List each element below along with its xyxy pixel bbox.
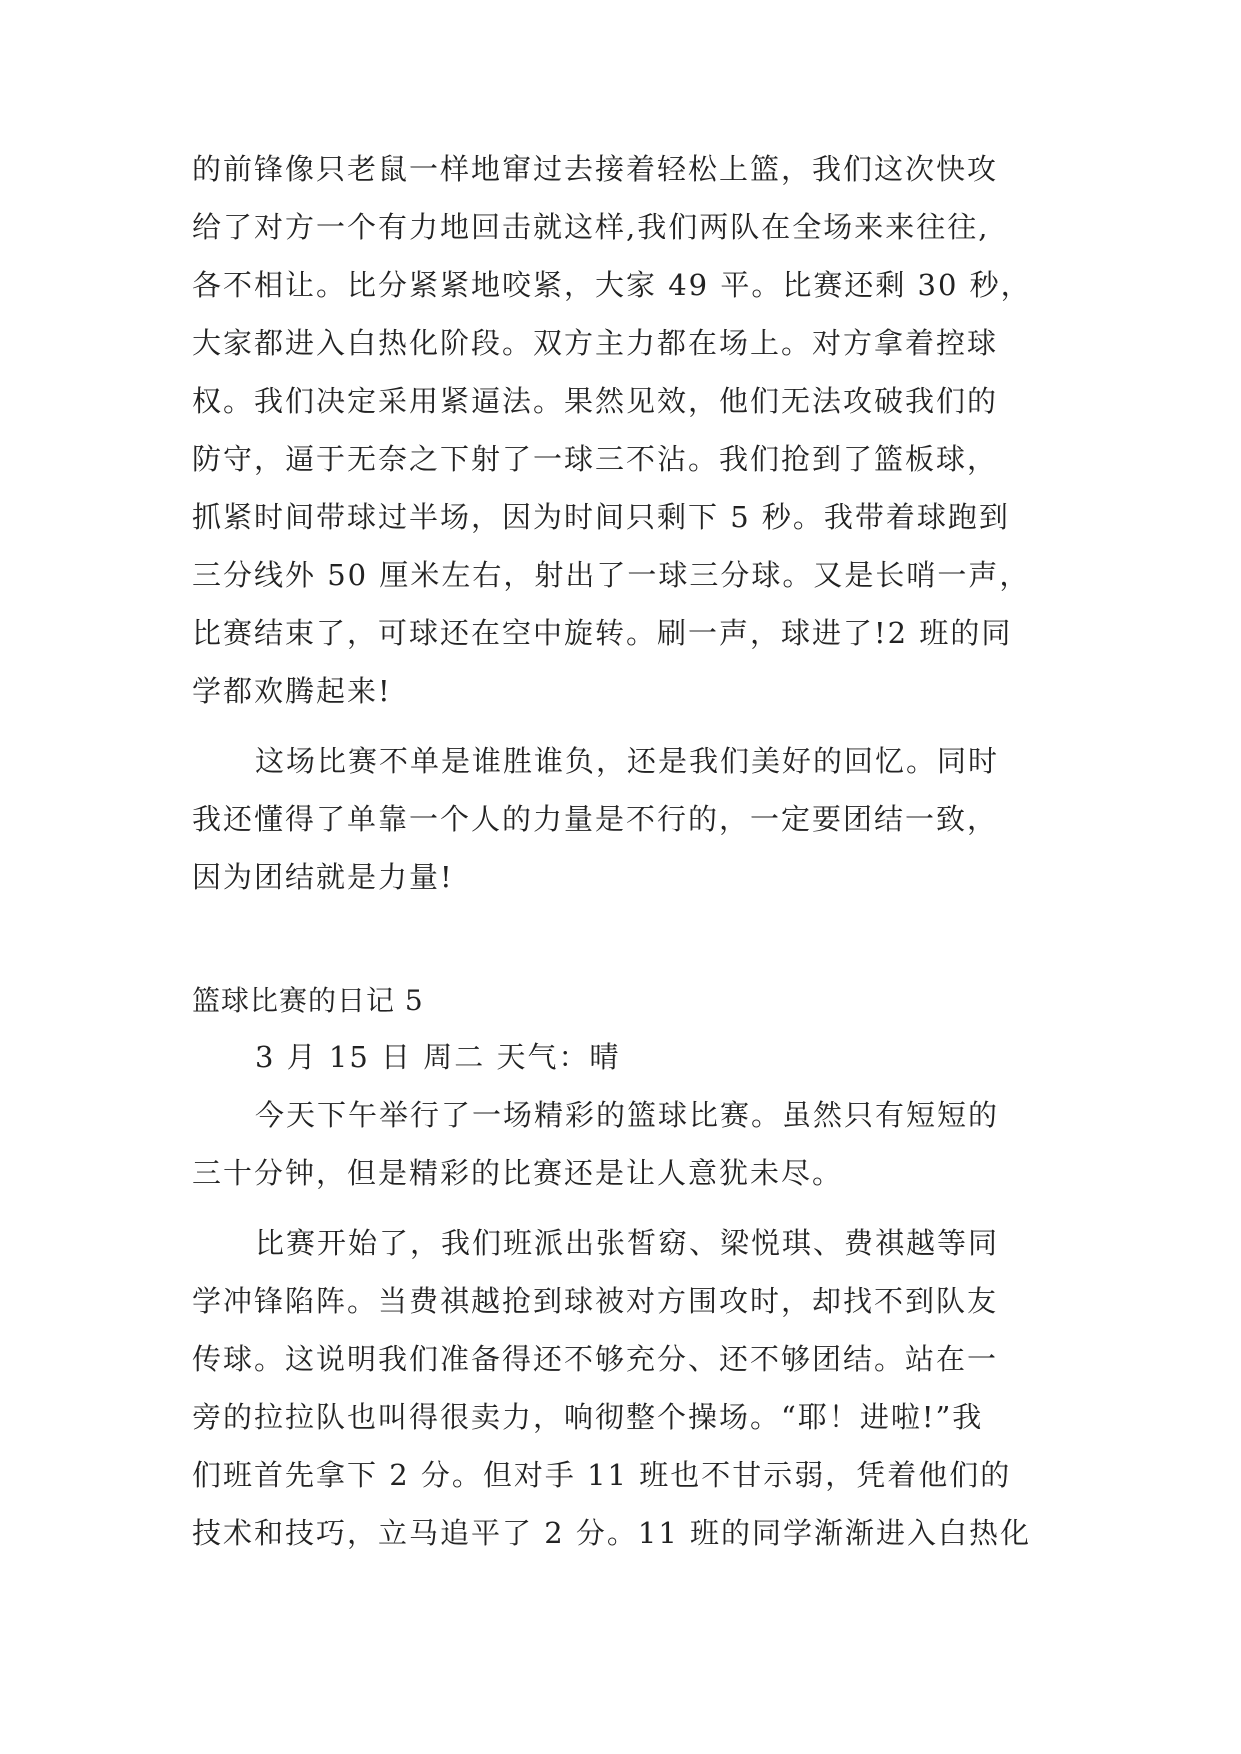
text-line: 各不相让。比分紧紧地咬紧，大家 49 平。比赛还剩 30 秒， [192, 268, 1032, 302]
text-line: 因为团结就是力量! [192, 860, 454, 894]
date-line: 3 月 15 日 周二 天气：晴 [255, 1040, 621, 1074]
text-line: 学冲锋陷阵。当费祺越抢到球被对方围攻时，却找不到队友 [192, 1284, 999, 1318]
text-line: 抓紧时间带球过半场，因为时间只剩下 5 秒。我带着球跑到 [192, 500, 1010, 534]
section-heading: 篮球比赛的日记 5 [192, 984, 424, 1017]
text-line: 三十分钟，但是精彩的比赛还是让人意犹未尽。 [192, 1156, 844, 1190]
text-line: 今天下午举行了一场精彩的篮球比赛。虽然只有短短的 [255, 1098, 1000, 1132]
text-line: 防守，逼于无奈之下射了一球三不沾。我们抢到了篮板球， [192, 442, 999, 476]
text-line: 旁的拉拉队也叫得很卖力，响彻整个操场。“耶！进啦!”我 [192, 1400, 984, 1434]
text-line: 给了对方一个有力地回击就这样,我们两队在全场来来往往, [192, 210, 990, 244]
text-line: 学都欢腾起来! [192, 674, 392, 708]
text-line: 的前锋像只老鼠一样地窜过去接着轻松上篮，我们这次快攻 [192, 152, 999, 186]
text-line: 大家都进入白热化阶段。双方主力都在场上。对方拿着控球 [192, 326, 999, 360]
text-line: 三分线外 50 厘米左右，射出了一球三分球。又是长哨一声， [192, 558, 1031, 592]
text-line: 这场比赛不单是谁胜谁负，还是我们美好的回忆。同时 [255, 744, 1000, 778]
text-line: 我还懂得了单靠一个人的力量是不行的，一定要团结一致， [192, 802, 999, 836]
text-line: 权。我们决定采用紧逼法。果然见效，他们无法攻破我们的 [192, 384, 999, 418]
text-line: 技术和技巧，立马追平了 2 分。11 班的同学渐渐进入白热化 [192, 1516, 1032, 1550]
text-line: 比赛开始了，我们班派出张皙窈、梁悦琪、费祺越等同 [255, 1226, 1000, 1260]
text-line: 比赛结束了，可球还在空中旋转。刷一声，球进了!2 班的同 [192, 616, 1013, 650]
text-line: 传球。这说明我们准备得还不够充分、还不够团结。站在一 [192, 1342, 999, 1376]
text-line: 们班首先拿下 2 分。但对手 11 班也不甘示弱，凭着他们的 [192, 1458, 1012, 1492]
